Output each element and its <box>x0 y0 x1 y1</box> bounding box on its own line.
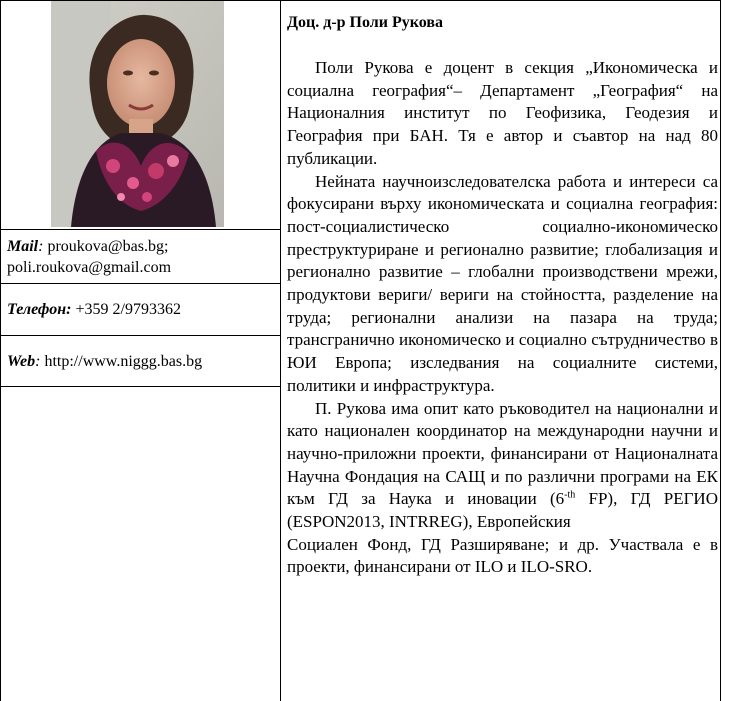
phone-cell <box>1 283 280 335</box>
email-value[interactable]: proukova@bas.bg; poli.roukova@gmail.com <box>7 238 172 276</box>
bio-paragraph-1: Поли Рукова е доцент в секция „Икономическа и социална география“– Департамент „География“ на Националния институт по Геофизика, Геодезия и География при БАН. Тя е автор и съавтор на над 80 публикации. <box>287 58 718 168</box>
web-cell: Web: http://www.niggg.bas.bg <box>1 335 280 387</box>
contact-column <box>1 1 281 701</box>
photo-cell <box>1 1 280 229</box>
bio-paragraph-3-text-b: FP), ГД РЕГИО (ESPON2013, INTRREG), Европейския <box>287 489 718 532</box>
email-label: Mail <box>7 238 39 255</box>
phone-label: Телефон: <box>7 301 72 318</box>
bio-paragraph-4: Социален Фонд, ГД Разширяване; и др. Участвала е в проекти, финансирани от ILO и ILO-SRO. <box>287 534 718 577</box>
web-label: Web <box>7 353 36 370</box>
bio-column <box>281 1 720 579</box>
phone-value: +359 2/9793362 <box>75 301 181 318</box>
bio-superscript: -th <box>564 489 576 501</box>
email-cell: Mail: proukova@bas.bg; poli.roukova@gmail.com <box>1 229 280 283</box>
web-value[interactable]: http://www.niggg.bas.bg <box>44 353 203 370</box>
bio-paragraph-3 <box>287 398 718 534</box>
bio-paragraph-3-text-a: П. Рукова има опит като ръководител на национални и като национален координатор на международни научни и научно-приложни проекти, финансирани от Националната Научна Фондация на САЩ и по различни програми на ЕК към ГД за Наука и иновации (6 <box>287 398 718 509</box>
portrait-photo <box>51 1 224 227</box>
bio-paragraph-2: Нейната научноизследователска работа и интереси са фокусирани върху икономическата и социална география: пост-социалистическо социално-икономическо преструктуриране и регионално развитие; глобализация и регионално развитие – глобални производствени мрежи, продуктови вериги/ вериги на стойността, разделение на труда; регионални анализи на пазара на труда; трансгранично икономическо и социално сътрудничество в ЮИ Европа; изследвания на социалните системи, политики и инфраструктура. <box>287 171 718 395</box>
person-name: Доц. д-р Поли Рукова <box>287 14 443 31</box>
